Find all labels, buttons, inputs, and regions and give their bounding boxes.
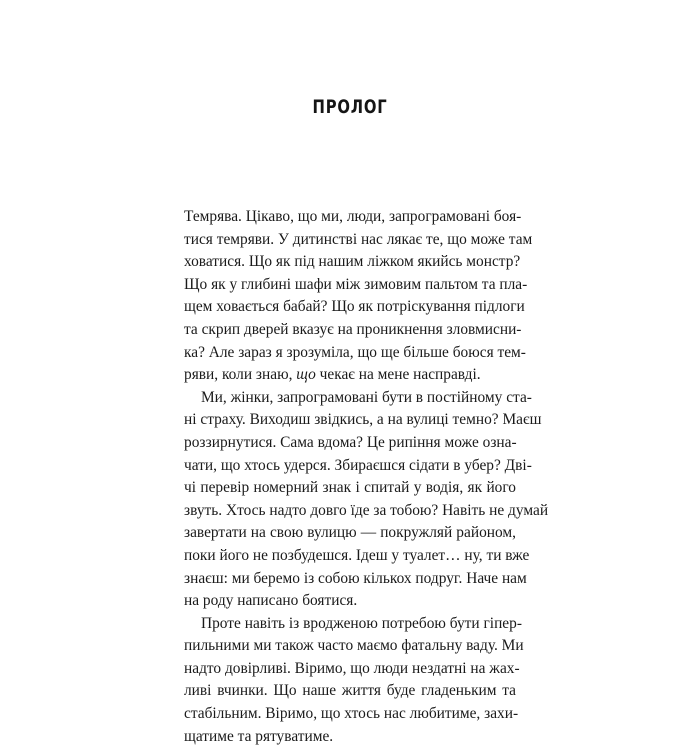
text-line xyxy=(184,726,516,748)
text-line xyxy=(184,251,521,274)
text-line-content: надто довірливі. Віримо, що люди нездатні на жах- xyxy=(184,659,520,677)
text-line-content: чі перевір номерний знак і спитай у водія, як його xyxy=(184,479,516,497)
text-line-content: Темрява. Цікаво, що ми, люди, запрограмовані боя- xyxy=(184,208,522,225)
text-line xyxy=(184,274,528,297)
text-line-content: стабільним. Віримо, що хтось нас любитиме, захи- xyxy=(184,705,519,723)
text-line-content: ховатися. Що як під нашим ліжком якийсь монстр? xyxy=(184,253,521,271)
text-line-content: звуть. Хтось надто довго їде за тобою? Навіть не думай xyxy=(184,501,549,519)
text-line xyxy=(184,703,519,726)
text-line-content: щатиме та рятуватиме. xyxy=(184,727,334,745)
paragraph xyxy=(184,387,549,613)
text-line-content: ка? Але зараз я зрозуміла, що ще більше боюся тем- xyxy=(184,343,526,361)
text-line xyxy=(184,477,516,500)
text-line-content: знаєш: ми беремо із собою кількох подруг. Наче нам xyxy=(184,569,527,587)
text-line-content: ливі вчинки. Що наше життя буде гладеньким та xyxy=(184,682,516,700)
text-line-content: Проте навіть із вродженою потребою бути гіпер- xyxy=(201,614,522,632)
prologue-text xyxy=(184,206,549,748)
text-line-content: Ми, жінки, запрограмовані бути в постійному ста- xyxy=(201,388,532,406)
text-line xyxy=(184,387,532,410)
text-line xyxy=(184,613,522,636)
text-line-content: поки його не позбудешся. Ідеш у туалет… ну, ти вже xyxy=(184,546,530,564)
text-line xyxy=(184,545,530,568)
text-line xyxy=(184,590,516,613)
text-line xyxy=(184,206,522,229)
text-line xyxy=(184,500,549,523)
text-line-content: на роду написано боятися. xyxy=(184,592,358,610)
text-line-content: ні страху. Виходиш звідкись, а на вулиці темно? Маєш xyxy=(184,411,542,429)
text-line-content: та скрип дверей вказує на проникнення зловмисни- xyxy=(184,320,522,338)
text-line xyxy=(184,432,516,455)
text-line-content: чати, що хтось удерся. Збираєшся сідати в убер? Дві- xyxy=(184,456,532,474)
text-line-content: ряви, коли знаю, xyxy=(184,366,297,384)
text-line xyxy=(184,364,516,387)
paragraph xyxy=(184,206,533,387)
paragraph xyxy=(184,613,524,748)
text-line-content: роззирнутися. Сама вдома? Це рипіння може озна- xyxy=(184,433,517,451)
text-line-content: тися темряви. У дитинстві нас лякає те, що може там xyxy=(184,230,533,248)
text-line xyxy=(184,522,516,545)
text-line xyxy=(184,296,525,319)
chapter-title: ПРОЛОГ xyxy=(312,96,388,118)
text-line-content: щем ховається бабай? Що як потріскування підлоги xyxy=(184,298,525,316)
text-line xyxy=(184,229,533,252)
emphasized-word: що xyxy=(296,366,316,384)
text-line-content: Що як у глибині шафи між зимовим пальтом та пла- xyxy=(184,275,528,293)
text-line xyxy=(184,342,526,365)
text-line xyxy=(184,635,524,658)
text-line xyxy=(184,409,542,432)
text-line xyxy=(184,455,532,478)
text-line xyxy=(184,319,522,342)
text-line-continuation: чекає на мене насправді. xyxy=(315,366,481,384)
text-line-content: завертати на свою вулицю — покружляй районом, xyxy=(184,524,516,542)
text-line xyxy=(184,658,520,681)
text-line xyxy=(184,568,527,591)
text-line-content: пильними ми також часто маємо фатальну ваду. Ми xyxy=(184,637,524,655)
